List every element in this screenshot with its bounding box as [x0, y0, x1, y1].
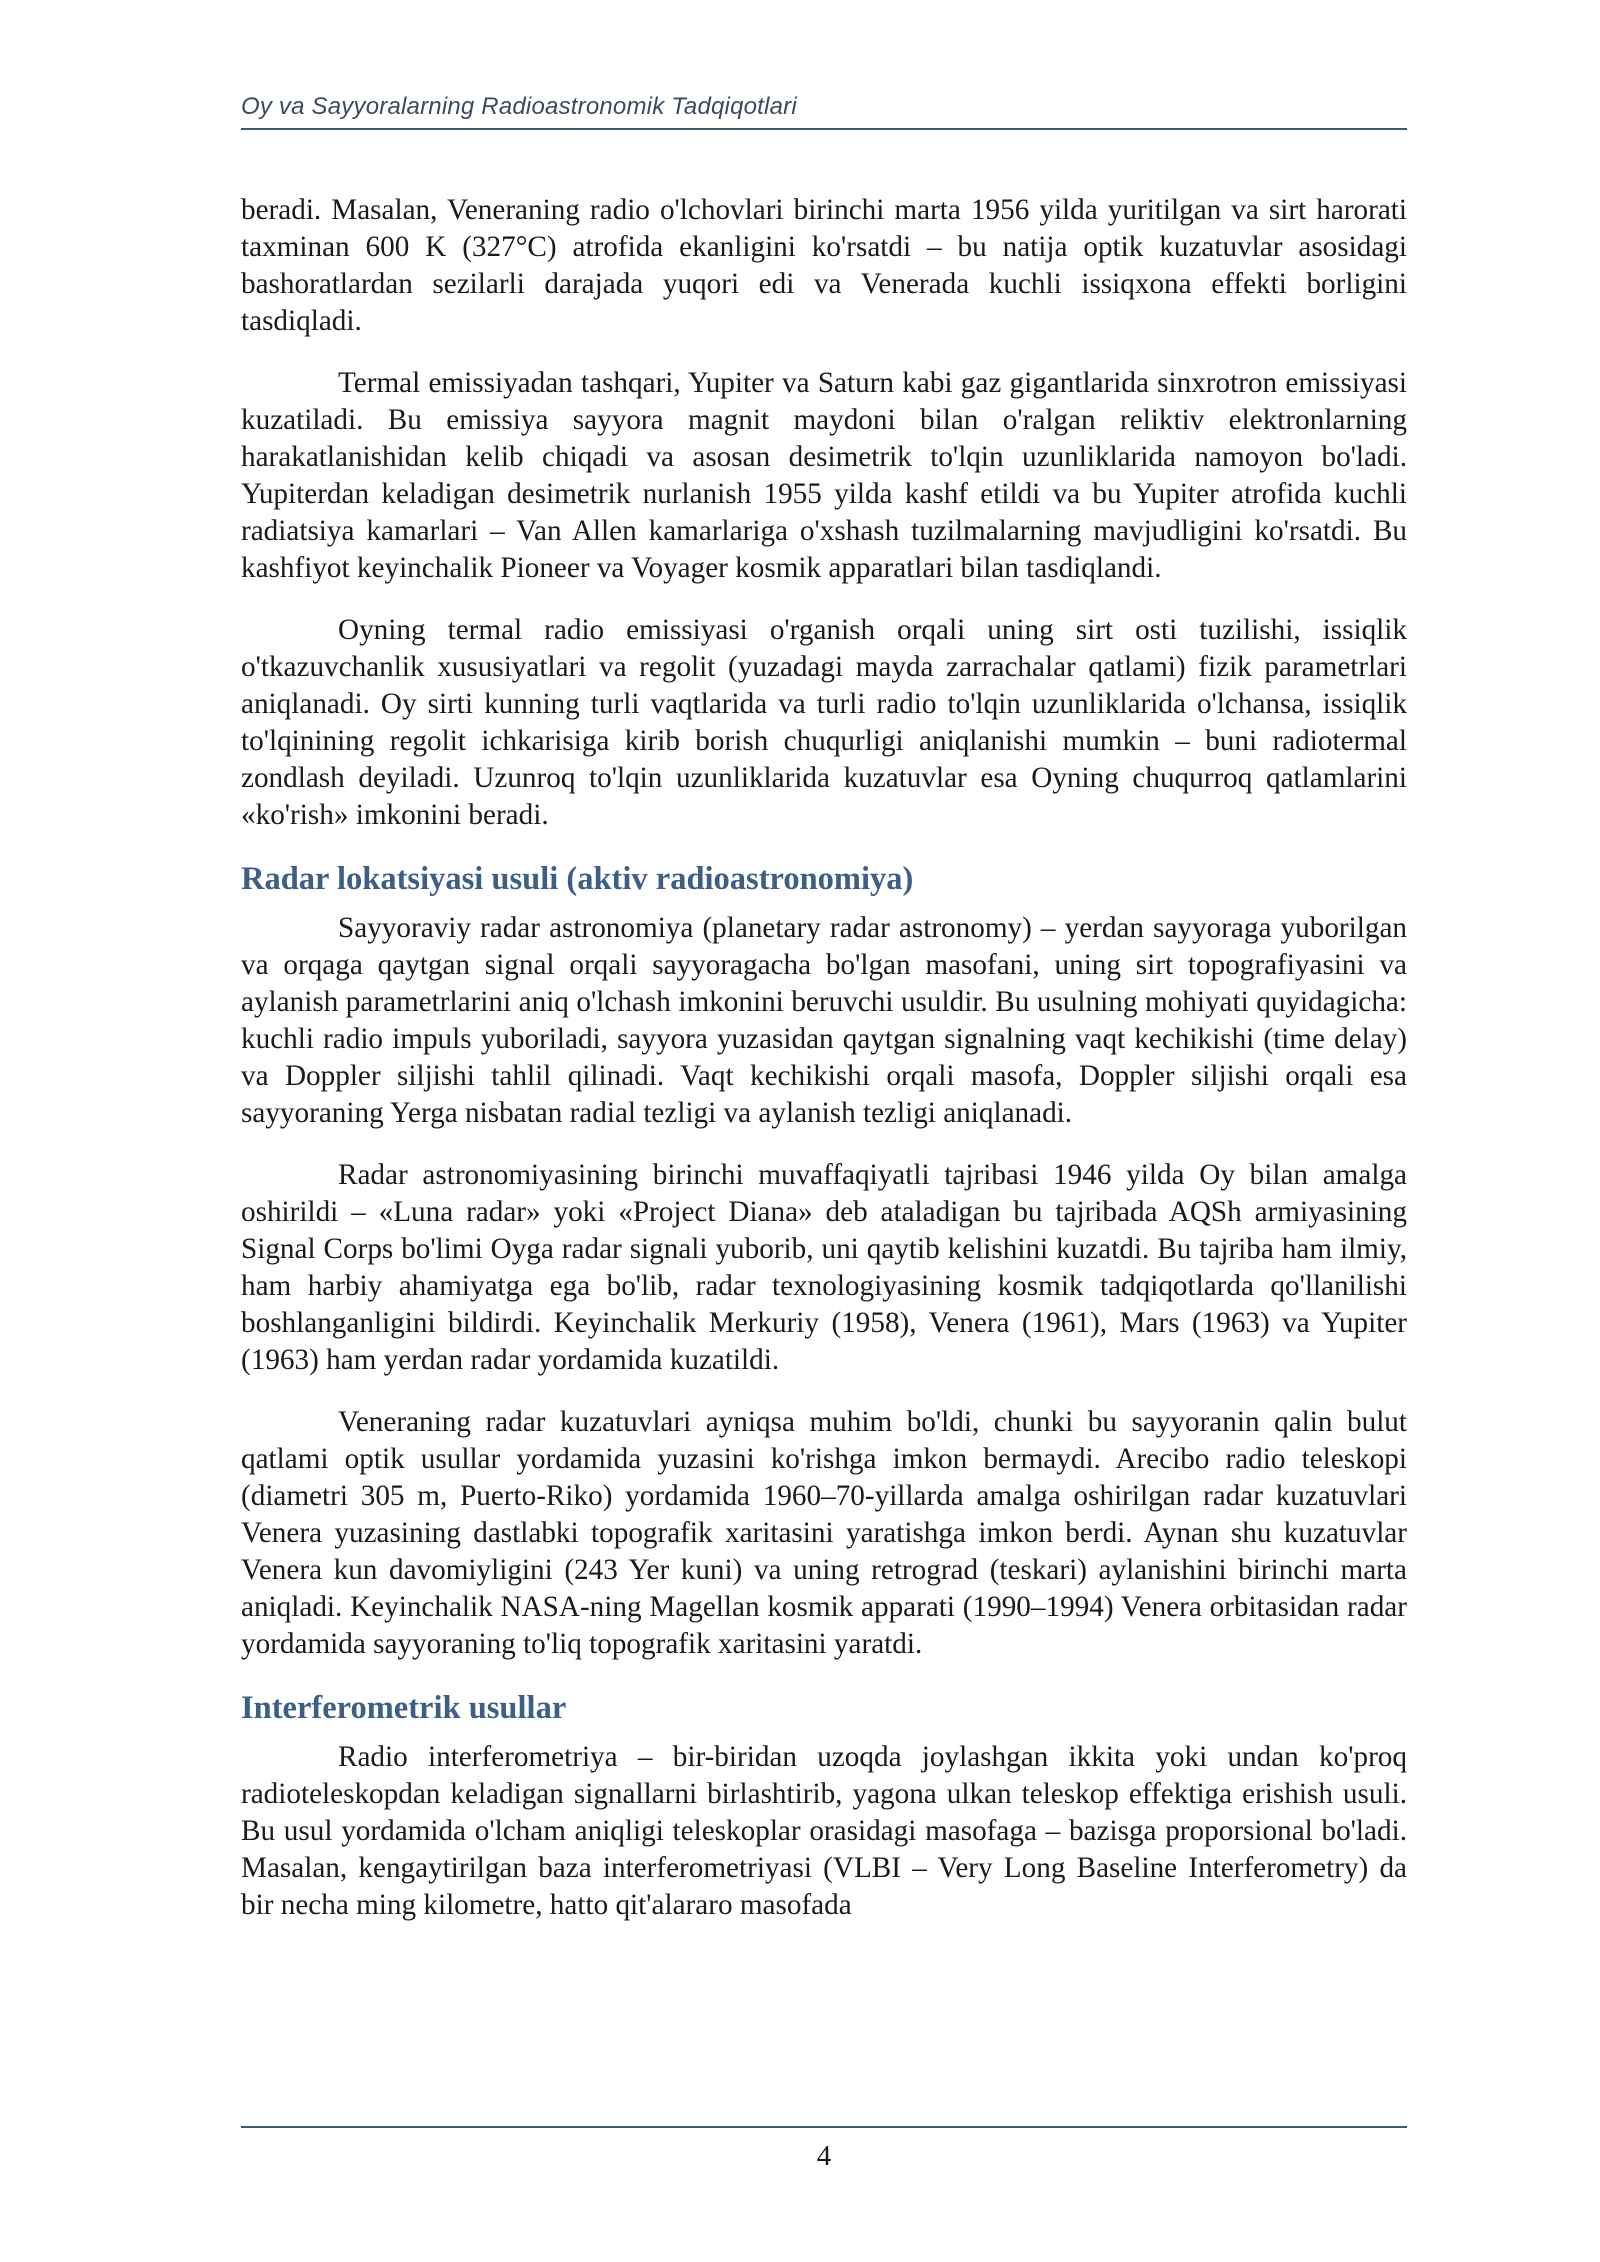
paragraph: Termal emissiyadan tashqari, Yupiter va Saturn kabi gaz gigantlarida sinxrotron emissiyasi kuzatiladi. Bu emissiya sayyora magnit maydoni bilan o'ralgan reliktiv elektronlarning harakatlanishidan kelib chiqadi va asosan desimetrik to'lqin uzunliklarida namoyon bo'ladi. Yupiterdan keladigan desimetrik nurlanish 1955 yilda kashf etildi va bu Yupiter atrofida kuchli radiatsiya kamarlari – Van Allen kamarlariga o'xshash tuzilmalarning mavjudligini ko'rsatdi. Bu kashfiyot keyinchalik Pioneer va Voyager kosmik apparatlari bilan tasdiqlandi. — [241, 367, 1407, 584]
running-header: Oy va Sayyoralarning Radioastronomik Tadqiqotlari — [241, 93, 797, 120]
section-heading-interferometry: Interferometrik usullar — [241, 1690, 567, 1726]
header-rule — [241, 128, 1407, 130]
paragraph: Radio interferometriya – bir-biridan uzoqda joylashgan ikkita yoki undan ko'proq radioteleskopdan keladigan signallarni birlashtirib, yagona ulkan teleskop effektiga erishish usuli. Bu usul yordamida o'lcham aniqligi teleskoplar orasidagi masofaga – bazisga proporsional bo'ladi. Masalan, kengaytirilgan baza interferometriyasi (VLBI – Very Long Baseline Interferometry) da bir necha ming kilometre, hatto qit'alararo masofada — [241, 1741, 1407, 1921]
page-body — [241, 192, 1407, 1949]
page-number: 4 — [816, 2140, 832, 2172]
paragraph: Sayyoraviy radar astronomiya (planetary radar astronomy) – yerdan sayyoraga yuborilgan va orqaga qaytgan signal orqali sayyoragacha bo'lgan masofani, uning sirt topografiyasini va aylanish parametrlarini aniq o'lchash imkonini beruvchi usuldir. Bu usulning mohiyati quyidagicha: kuchli radio impuls yuboriladi, sayyora yuzasidan qaytgan signalning vaqt kechikishi (time delay) va Doppler siljishi tahlil qilinadi. Vaqt kechikishi orqali masofa, Doppler siljishi orqali esa sayyoraning Yerga nisbatan radial tezligi va aylanish tezligi aniqlanadi. — [241, 912, 1407, 1129]
paragraph: Oyning termal radio emissiyasi o'rganish orqali uning sirt osti tuzilishi, issiqlik o'tkazuvchanlik xususiyatlari va regolit (yuzadagi mayda zarrachalar qatlami) fizik parametrlari aniqlanadi. Oy sirti kunning turli vaqtlarida va turli radio to'lqin uzunliklarida o'lchansa, issiqlik to'lqinining regolit ichkarisiga kirib borish chuqurligi aniqlanishi mumkin – buni radiotermal zondlash deyiladi. Uzunroq to'lqin uzunliklarida kuzatuvlar esa Oyning chuqurroq qatlamlarini «ko'rish» imkonini beradi. — [241, 614, 1407, 831]
paragraph: beradi. Masalan, Veneraning radio o'lchovlari birinchi marta 1956 yilda yuritilgan va sirt harorati taxminan 600 K (327°C) atrofida ekanligini ko'rsatdi – bu natija optik kuzatuvlar asosidagi bashoratlardan sezilarli darajada yuqori edi va Venerada kuchli issiqxona effekti borligini tasdiqladi. — [241, 194, 1407, 337]
paragraph: Veneraning radar kuzatuvlari ayniqsa muhim bo'ldi, chunki bu sayyoranin qalin bulut qatlami optik usullar yordamida yuzasini ko'rishga imkon bermaydi. Arecibo radio teleskopi (diametri 305 m, Puerto-Riko) yordamida 1960–70-yillarda amalga oshirilgan radar kuzatuvlari Venera yuzasining dastlabki topografik xaritasini yaratishga imkon berdi. Aynan shu kuzatuvlar Venera kun davomiyligini (243 Yer kuni) va uning retrograd (teskari) aylanishini birinchi marta aniqladi. Keyinchalik NASA-ning Magellan kosmik apparati (1990–1994) Venera orbitasidan radar yordamida sayyoraning to'liq topografik xaritasini yaratdi. — [241, 1406, 1407, 1660]
paragraph: Radar astronomiyasining birinchi muvaffaqiyatli tajribasi 1946 yilda Oy bilan amalga oshirildi – «Luna radar» yoki «Project Diana» deb ataladigan bu tajribada AQSh armiyasining Signal Corps bo'limi Oyga radar signali yuborib, uni qaytib kelishini kuzatdi. Bu tajriba ham ilmiy, ham harbiy ahamiyatga ega bo'lib, radar texnologiyasining kosmik tadqiqotlarda qo'llanilishi boshlanganligini bildirdi. Keyinchalik Merkuriy (1958), Venera (1961), Mars (1963) va Yupiter (1963) ham yerdan radar yordamida kuzatildi. — [241, 1159, 1407, 1376]
footer-rule — [241, 2126, 1407, 2128]
section-heading-radar: Radar lokatsiyasi usuli (aktiv radioastronomiya) — [241, 861, 914, 897]
